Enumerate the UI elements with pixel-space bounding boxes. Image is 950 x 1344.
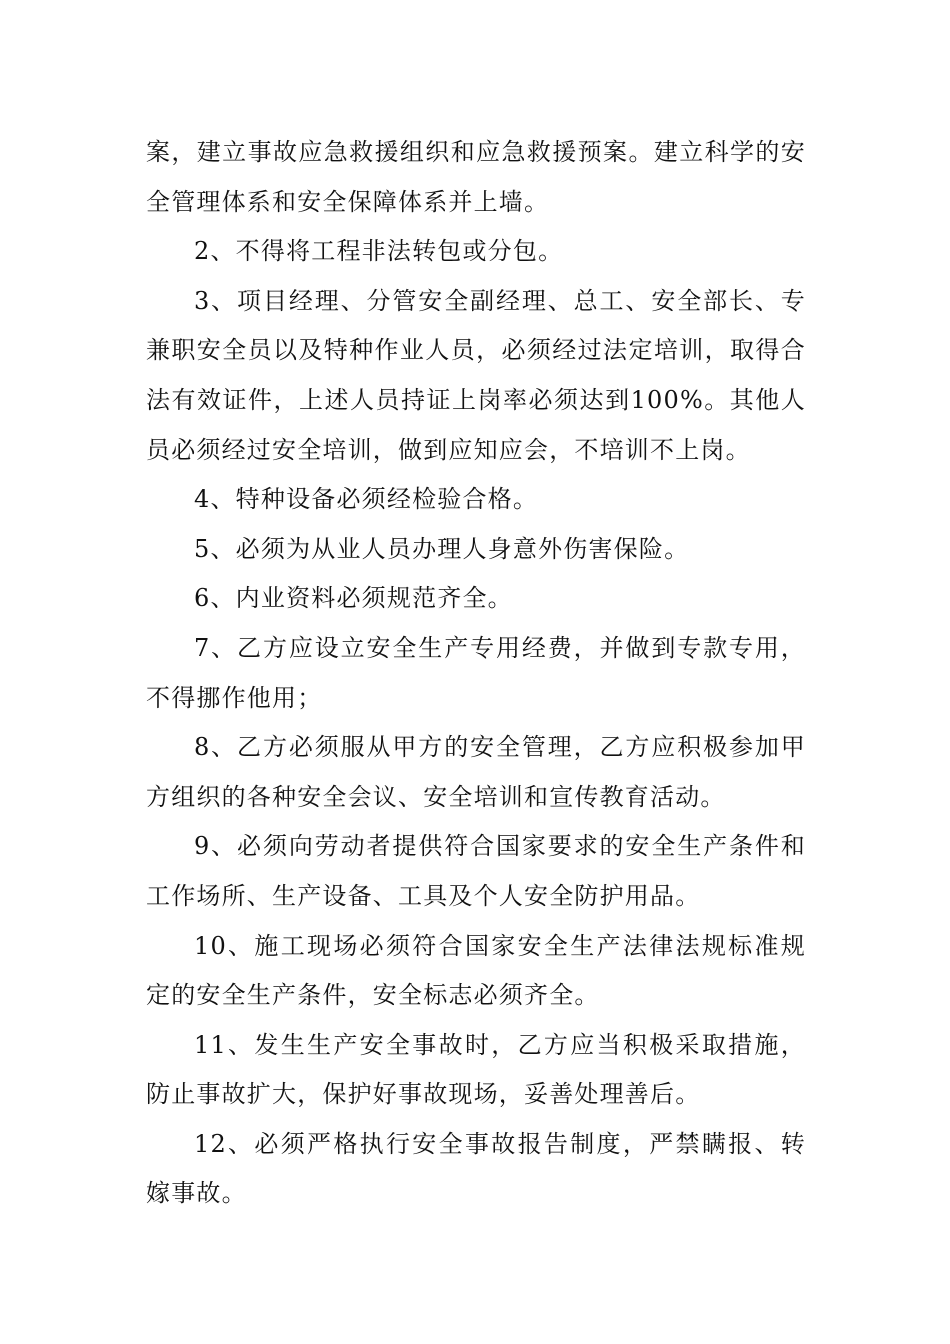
paragraph-item-8: 8、乙方必须服从甲方的安全管理，乙方应积极参加甲方组织的各种安全会议、安全培训和宣传教育活动。 [146,733,806,811]
paragraph-item-5: 5、必须为从业人员办理人身意外伤害保险。 [194,534,690,563]
document-body [146,128,806,1219]
paragraph-item-7: 7、乙方应设立安全生产专用经费，并做到专款专用，不得挪作他用； [146,633,806,712]
paragraph-item-2: 2、不得将工程非法转包或分包。 [194,237,564,266]
paragraph-item-9: 9、必须向劳动者提供符合国家要求的安全生产条件和工作场所、生产设备、工具及个人安全防护用品。 [146,832,806,910]
paragraph-item-12: 12、必须严格执行安全事故报告制度，严禁瞒报、转嫁事故。 [146,1129,806,1208]
paragraph-item-3: 3、项目经理、分管安全副经理、总工、安全部长、专兼职安全员以及特种作业人员，必须经过法定培训，取得合法有效证件，上述人员持证上岗率必须达到100%。其他人员必须经过安全培训，做到应知应会，不培训不上岗。 [146,286,806,464]
paragraph-item-4: 4、特种设备必须经检验合格。 [194,485,539,514]
paragraph-item-10: 10、施工现场必须符合国家安全生产法律法规标准规定的安全生产条件，安全标志必须齐全。 [146,931,806,1010]
paragraph-item-11: 11、发生生产安全事故时，乙方应当积极采取措施，防止事故扩大，保护好事故现场，妥善处理善后。 [146,1030,806,1109]
paragraph-item-6: 6、内业资料必须规范齐全。 [194,584,513,613]
paragraph-continued-emergency-plan: 案，建立事故应急救援组织和应急救援预案。建立科学的安全管理体系和安全保障体系并上墙。 [146,138,806,216]
